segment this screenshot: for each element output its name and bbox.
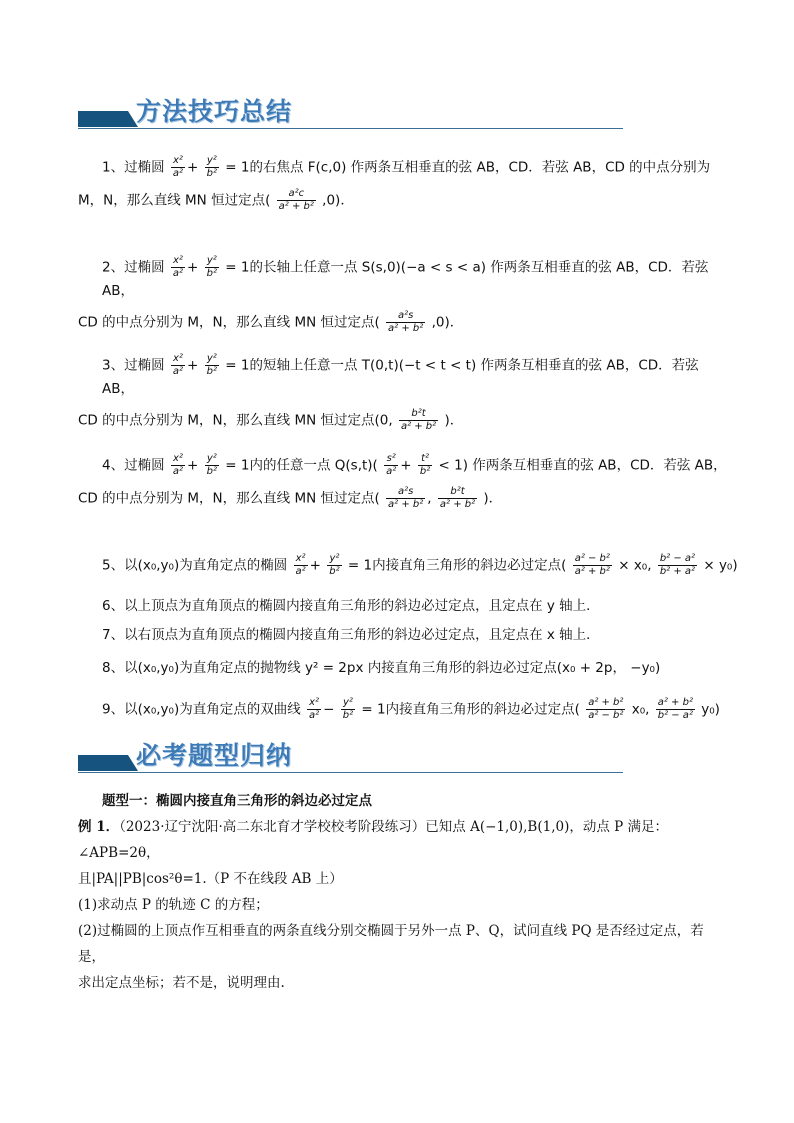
item-text: CD 的中点分别为 M，N，那么直线 MN 恒过定点( (78, 314, 380, 331)
list-item (78, 353, 728, 433)
item-text: CD 的中点分别为 M，N，那么直线 MN 恒过定点( (78, 490, 380, 507)
item-text: = 1的短轴上任意一点 T(0,t)(−t < t < t) 作两条互相垂直的弦 AB，CD．若弦 AB， (102, 357, 699, 397)
fraction: $\frac{\text{a²s}}{\text{a² + b²}}$ (388, 310, 424, 334)
item-text: × y₀) (703, 557, 738, 574)
item-line: 1、过椭圆 $\frac{\text{x²}}{\text{a²}}$ + $\frac{\text{y²}}{\text{b²}}$ = 1的右焦点 F(c,0) 作两条互相垂直的弦 AB，CD．若弦 AB，CD 的中点分别为 (102, 155, 711, 179)
fraction: $\frac{\text{b²t}}{\text{a² + b²}}$ (400, 408, 437, 432)
section-title: 必考题型归纳 (136, 741, 293, 770)
item-text: )． (483, 490, 503, 507)
fraction: $\frac{\text{x²}}{\text{a²}}$ (309, 697, 320, 721)
example-text: （2023·辽宁沈阳·高二东北育才学校校考阶段练习）已知点 A(−1,0),B(1,0)，动点 P 满足：∠APB=2θ， (78, 819, 669, 861)
fraction: $\frac{\text{y²}}{\text{b²}}$ (206, 155, 217, 179)
fraction: $\frac{\text{y²}}{\text{b²}}$ (206, 453, 217, 477)
fraction: $\frac{\text{x²}}{\text{a²}}$ (172, 255, 184, 279)
item-text: 2、过椭圆 (102, 259, 165, 276)
item-text: = 1内接直角三角形的斜边必过定点( (347, 557, 567, 574)
fraction: $\frac{\text{y²}}{\text{b²}}$ (206, 353, 217, 377)
fraction: $\frac{\text{y²}}{\text{b²}}$ (206, 255, 217, 279)
fraction: $\frac{\text{x²}}{\text{a²}}$ (172, 353, 184, 377)
fraction: $\frac{\text{s²}}{\text{a²}}$ (386, 453, 397, 477)
item-line: 4、过椭圆 $\frac{\text{x²}}{\text{a²}}$ + $\frac{\text{y²}}{\text{b²}}$ = 1内的任意一点 Q(s,t)( $\frac{\text{s²}}{\text{a²}}$ + $\frac{\text{t²}}{\text{b²}}$ < 1) 作两条互相垂直的弦 AB，CD．若弦 AB， (102, 453, 727, 477)
item-text: CD 的中点分别为 M，N，那么直线 MN 恒过定点(0, (78, 412, 393, 429)
banner-underline (78, 772, 623, 773)
fraction: $\frac{\text{a²s}}{\text{a² + b²}}$ (388, 486, 424, 510)
fraction: $\frac{\text{a² + b²}}{\text{b² − a²}}$ (657, 697, 693, 721)
question-2: (2)过椭圆的上顶点作互相垂直的两条直线分别交椭圆于另外一点 P、Q，试问直线 PQ 是否经过定点，若是， (78, 923, 704, 965)
fraction: $\frac{\text{x²}}{\text{a²}}$ (172, 453, 184, 477)
fraction: $\frac{\text{a²c}}{\text{a² + b²}}$ (278, 188, 314, 212)
item-text: < 1) 作两条互相垂直的弦 AB，CD．若弦 AB， (438, 457, 727, 474)
list-item: 5、以(x₀,y₀)为直角定点的椭圆 $\frac{\text{x²}}{\text{a²}}$ + $\frac{\text{y²}}{\text{b²}}$ = 1内接直角三角形的斜边必过定点( $\frac{\text{a² − b²}}{\text{a² + b²}}$ × x₀, $\frac{\text{b² − a²}}{\text{b² + a²}}$ × y₀) (102, 553, 738, 577)
item-text: ,0)． (322, 192, 354, 209)
item-text: = 1内的任意一点 Q(s,t)( (225, 457, 378, 474)
fraction: $\frac{\text{x²}}{\text{a²}}$ (172, 155, 184, 179)
item-text: 9、以(x₀,y₀)为直角定点的双曲线 (102, 701, 301, 718)
question-type-label: 题型一：椭圆内接直角三角形的斜边必过定点 (102, 793, 372, 809)
list-item: 6、以上顶点为直角顶点的椭圆内接直角三角形的斜边必过定点，且定点在 y 轴上． (102, 598, 600, 614)
item-text: = 1内接直角三角形的斜边必过定点( (361, 701, 580, 718)
item-text: 3、过椭圆 (102, 357, 165, 374)
list-item: 7、以右顶点为直角顶点的椭圆内接直角三角形的斜边必过定点，且定点在 x 轴上． (102, 627, 600, 643)
fraction: $\frac{\text{a² − b²}}{\text{a² + b²}}$ (574, 553, 610, 577)
item-line (78, 310, 728, 335)
fraction: $\frac{\text{a² + b²}}{\text{a² − b²}}$ (588, 697, 624, 721)
item-text: × x₀, (618, 557, 652, 574)
item-text: 1、过椭圆 (102, 159, 165, 176)
fraction: $\frac{\text{t²}}{\text{b²}}$ (419, 453, 431, 477)
section-banner-question-types (78, 740, 623, 774)
fraction: $\frac{\text{y²}}{\text{b²}}$ (342, 697, 354, 721)
example-line: 且|PA||PB|cos²θ=1.（P 不在线段 AB 上） (78, 871, 343, 887)
list-item (78, 155, 728, 213)
item-text: 5、以(x₀,y₀)为直角定点的椭圆 (102, 557, 288, 574)
item-text: 4、过椭圆 (102, 457, 165, 474)
banner-bar (78, 755, 128, 771)
item-text: x₀, (631, 701, 650, 718)
item-line (78, 408, 728, 433)
banner-underline (78, 128, 623, 129)
fraction: $\frac{\text{b²t}}{\text{a² + b²}}$ (439, 486, 476, 510)
question-1: (1)求动点 P 的轨迹 C 的方程； (78, 897, 269, 913)
section-title: 方法技巧总结 (136, 97, 293, 126)
item-text: )． (444, 412, 464, 429)
example-line (78, 814, 728, 866)
item-line (78, 188, 728, 213)
item-line: 2、过椭圆 $\frac{\text{x²}}{\text{a²}}$ + $\frac{\text{y²}}{\text{b²}}$ = 1的长轴上任意一点 S(s,0)(−a < s < a) 作两条互相垂直的弦 AB，CD．若弦 AB， (102, 255, 709, 299)
example-label: 例 1． (78, 819, 120, 835)
item-text: = 1的右焦点 F(c,0) 作两条互相垂直的弦 AB，CD．若弦 AB，CD 的中点分别为 (225, 159, 711, 176)
question-2-cont: 求出定点坐标；若不是，说明理由. (78, 975, 285, 991)
item-text: M，N，那么直线 MN 恒过定点( (78, 192, 271, 209)
list-item: 8、以(x₀,y₀)为直角定点的抛物线 y² = 2px 内接直角三角形的斜边必过定点(x₀ + 2p， −y₀) (102, 660, 661, 676)
fraction: $\frac{\text{x²}}{\text{a²}}$ (295, 553, 306, 577)
list-item: 9、以(x₀,y₀)为直角定点的双曲线 $\frac{\text{x²}}{\text{a²}}$ − $\frac{\text{y²}}{\text{b²}}$ = 1内接直角三角形的斜边必过定点( $\frac{\text{a² + b²}}{\text{a² − b²}}$ x₀, $\frac{\text{a² + b²}}{\text{b² − a²}}$ y₀) (102, 697, 720, 721)
item-text: y₀) (701, 701, 720, 718)
list-item (78, 453, 728, 511)
fraction: $\frac{\text{y²}}{\text{b²}}$ (329, 553, 340, 577)
section-banner-methods (78, 96, 623, 130)
item-line: CD 的中点分别为 M，N，那么直线 MN 恒过定点( $\frac{\text{a²s}}{\text{a² + b²}}$ , $\frac{\text{b²t}}{\text{a² + b²}}$ )． (78, 486, 503, 510)
example-problem (78, 814, 728, 996)
item-line: 3、过椭圆 $\frac{\text{x²}}{\text{a²}}$ + $\frac{\text{y²}}{\text{b²}}$ = 1的短轴上任意一点 T(0,t)(−t < t < t) 作两条互相垂直的弦 AB，CD．若弦 AB， (102, 353, 699, 397)
item-text: = 1的长轴上任意一点 S(s,0)(−a < s < a) 作两条互相垂直的弦 AB，CD．若弦 AB， (102, 259, 709, 299)
banner-bar (78, 111, 128, 127)
item-text: ,0)． (431, 314, 464, 331)
fraction: $\frac{\text{b² − a²}}{\text{b² + a²}}$ (659, 553, 696, 577)
list-item (78, 255, 728, 335)
